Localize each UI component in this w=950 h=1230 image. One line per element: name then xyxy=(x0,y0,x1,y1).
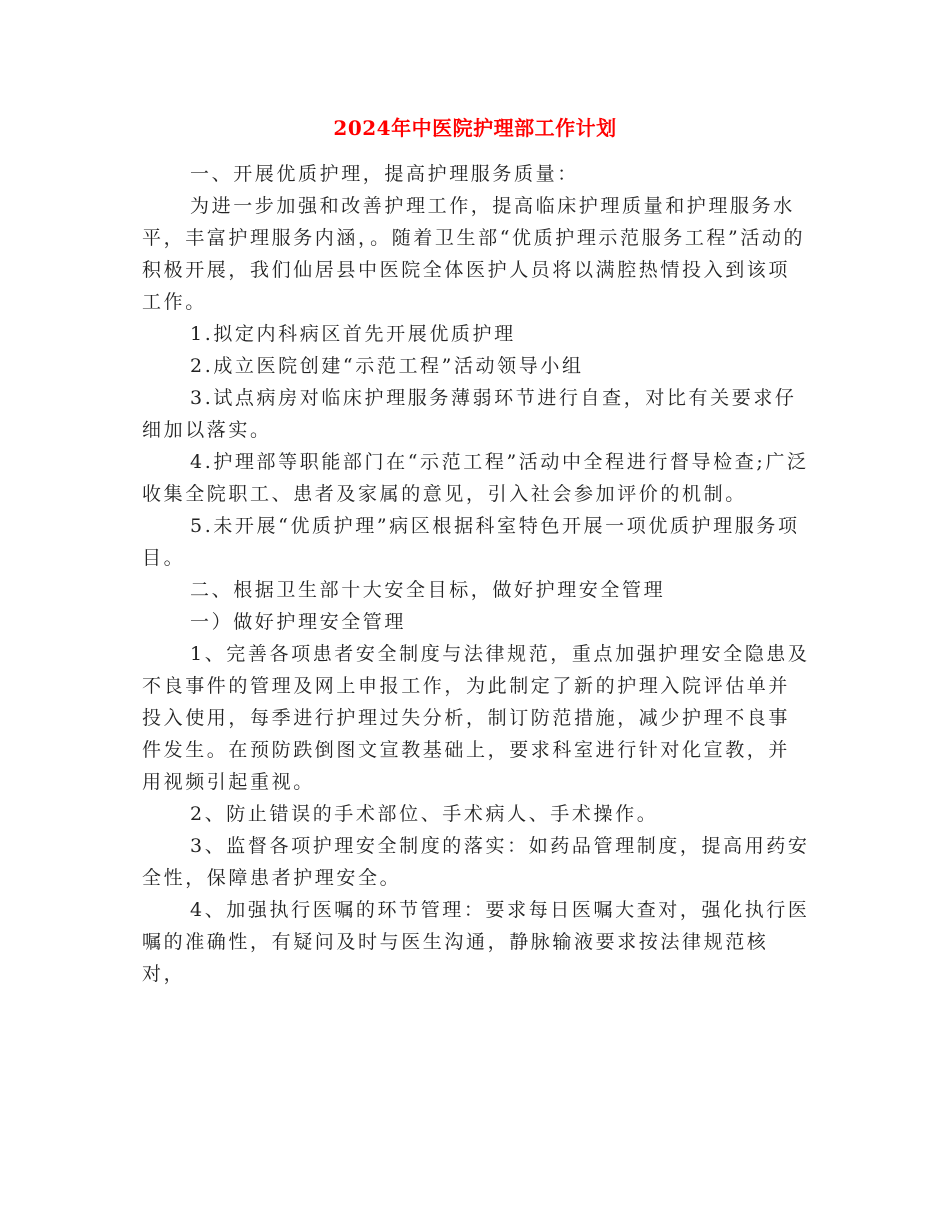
list-item: 5.未开展“优质护理”病区根据科室特色开展一项优质护理服务项目。 xyxy=(142,515,800,569)
list-item: 3.试点病房对临床护理服务薄弱环节进行自查，对比有关要求仔细加以落实。 xyxy=(142,387,797,441)
document-title: 2024年中医院护理部工作计划 xyxy=(333,116,617,140)
list-item: 1.拟定内科病区首先开展优质护理 xyxy=(190,323,516,345)
body-paragraph: 为进一步加强和改善护理工作，提高临床护理质量和护理服务水平，丰富护理服务内涵，。随着卫生部“优质护理示范服务工程”活动的积极开展，我们仙居县中医院全体医护人员将以满腔热情投入到该项工作。 xyxy=(142,195,806,313)
document-body xyxy=(142,158,810,990)
list-item: 2.成立医院创建“示范工程”活动领导小组 xyxy=(190,355,584,377)
section-heading-2: 二、根据卫生部十大安全目标，做好护理安全管理 xyxy=(190,579,666,601)
list-item: 4.护理部等职能部门在“示范工程”活动中全程进行督导检查;广泛收集全院职工、患者及家属的意见，引入社会参加评价的机制。 xyxy=(142,451,809,505)
section-heading-1: 一、开展优质护理，提高护理服务质量： xyxy=(190,163,579,185)
subsection-heading: 一）做好护理安全管理 xyxy=(190,611,407,633)
list-item: 2、防止错误的手术部位、手术病人、手术操作。 xyxy=(190,803,659,825)
list-item: 1、完善各项患者安全制度与法律规范，重点加强护理安全隐患及不良事件的管理及网上申报工作，为此制定了新的护理入院评估单并投入使用，每季进行护理过失分析，制订防范措施，减少护理不良事件发生。在预防跌倒图文宣教基础上，要求科室进行针对化宣教，并用视频引起重视。 xyxy=(142,643,810,793)
list-item: 4、加强执行医嘱的环节管理：要求每日医嘱大查对，强化执行医嘱的准确性，有疑问及时与医生沟通，静脉输液要求按法律规范核对， xyxy=(142,899,810,985)
list-item: 3、监督各项护理安全制度的落实：如药品管理制度，提高用药安全性，保障患者护理安全。 xyxy=(142,835,810,889)
